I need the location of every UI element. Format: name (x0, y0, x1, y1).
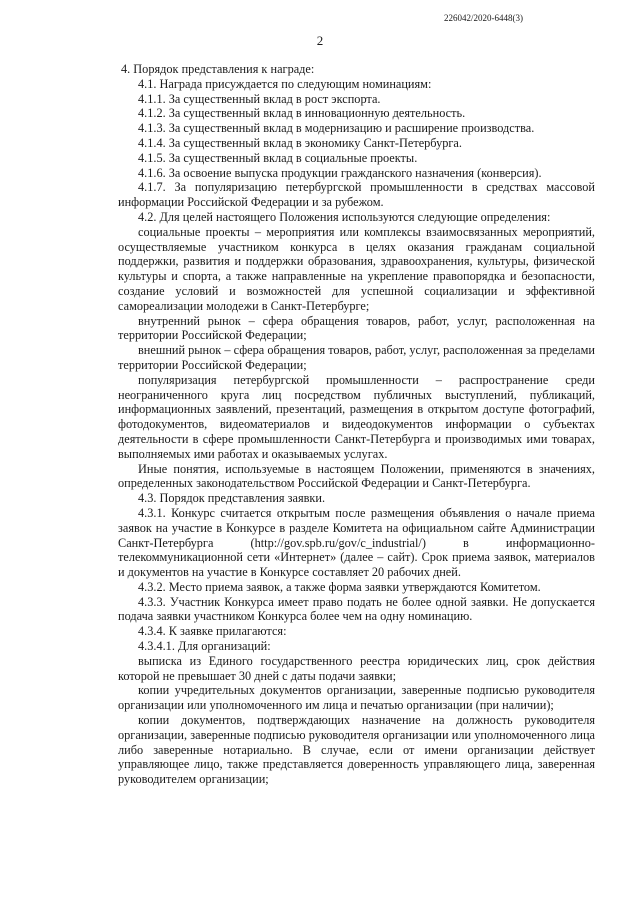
paragraph: 4.1.7. За популяризацию петербургской промышленности в средствах массовой информации Российской Федерации и за рубежом. (118, 180, 595, 210)
paragraph: внешний рынок – сфера обращения товаров, работ, услуг, расположенная за пределами территории Российской Федерации; (118, 343, 595, 372)
page-number: 2 (316, 33, 324, 48)
paragraph: 4.1.4. За существенный вклад в экономику Санкт-Петербурга. (138, 135, 462, 150)
paragraph: копии учредительных документов организации, заверенные подписью руководителя организации или уполномоченного им лица и печатью организации (при наличии); (118, 683, 595, 713)
paragraph: 4.3. Порядок представления заявки. (138, 491, 326, 506)
paragraph: 4.1. Награда присуждается по следующим номинациям: (138, 76, 432, 91)
paragraph: 4.3.4.1. Для организаций: (138, 639, 271, 654)
paragraph: 4.2. Для целей настоящего Положения используются следующие определения: (138, 209, 551, 224)
paragraph: 4.3.1. Конкурс считается открытым после размещения объявления о начале приема заявок на участие в Конкурсе в разделе Комитета на официальном сайте Администрации Санкт-Петербурга (http://gov.spb.ru/gov/c_industrial/) в информационно-телекоммуникационной сети «Интернет» (далее – сайт). Срок приема заявок, материалов и документов на участие в Конкурсе составляет 20 рабочих дней. (118, 505, 595, 580)
paragraph: 4.3.4. К заявке прилагаются: (138, 624, 287, 639)
paragraph: внутренний рынок – сфера обращения товаров, работ, услуг, расположенная на территории Российской Федерации; (118, 313, 595, 343)
document-number: 226042/2020-6448(3) (444, 13, 523, 23)
section-heading: 4. Порядок представления к награде: (121, 62, 315, 76)
paragraph: Иные понятия, используемые в настоящем Положении, применяются в значениях, определенных законодательством Российской Федерации и Санкт-Петербурга. (118, 461, 595, 491)
document-body (118, 62, 595, 787)
paragraph: выписка из Единого государственного реестра юридических лиц, срок действия которой не превышает 30 дней с даты подачи заявки; (118, 653, 595, 683)
paragraph: популяризация петербургской промышленности – распространение среди неограниченного круга лиц посредством публичных выступлений, публикаций, информационных заявлений, презентаций, размещения в открытом доступе фотографий, фотодокументов, видеоматериалов и видеодокументов информации о субъектах деятельности в сфере промышленности Санкт-Петербурга и производимых ими товарах, выполняемых ими работах и оказываемых услугах. (118, 372, 595, 461)
paragraph: 4.3.2. Место приема заявок, а также форма заявки утверждаются Комитетом. (138, 579, 541, 594)
paragraph: 4.1.3. За существенный вклад в модернизацию и расширение производства. (138, 121, 535, 136)
paragraph: 4.1.1. За существенный вклад в рост экспорта. (138, 91, 381, 106)
paragraph: 4.1.6. За освоение выпуска продукции гражданского назначения (конверсия). (138, 165, 542, 180)
paragraph: 4.1.2. За существенный вклад в инновационную деятельность. (138, 106, 466, 121)
paragraph: 4.3.3. Участник Конкурса имеет право подать не более одной заявки. Не допускается подача заявки участником Конкурса более чем на одну номинацию. (118, 594, 595, 624)
paragraph: 4.1.5. За существенный вклад в социальные проекты. (138, 150, 418, 165)
paragraph: копии документов, подтверждающих назначение на должность руководителя организации, заверенные подписью руководителя организации или уполномоченного лица либо заверенные нотариально. В случае, если от имени организации действует управляющее лицо, также представляется доверенность управляющего лица, заверенная руководителем организации; (118, 713, 595, 787)
paragraph: социальные проекты – мероприятия или комплексы взаимосвязанных мероприятий, осуществляемые участником конкурса в целях оказания гражданам социальной поддержки, развития и поддержки образования, здравоохранения, культуры, физической культуры и спорта, а также направленные на укрепление правопорядка и безопасности, создание условий и возможностей для успешной социализации и эффективной самореализации молодежи в Санкт-Петербурге; (118, 224, 595, 313)
